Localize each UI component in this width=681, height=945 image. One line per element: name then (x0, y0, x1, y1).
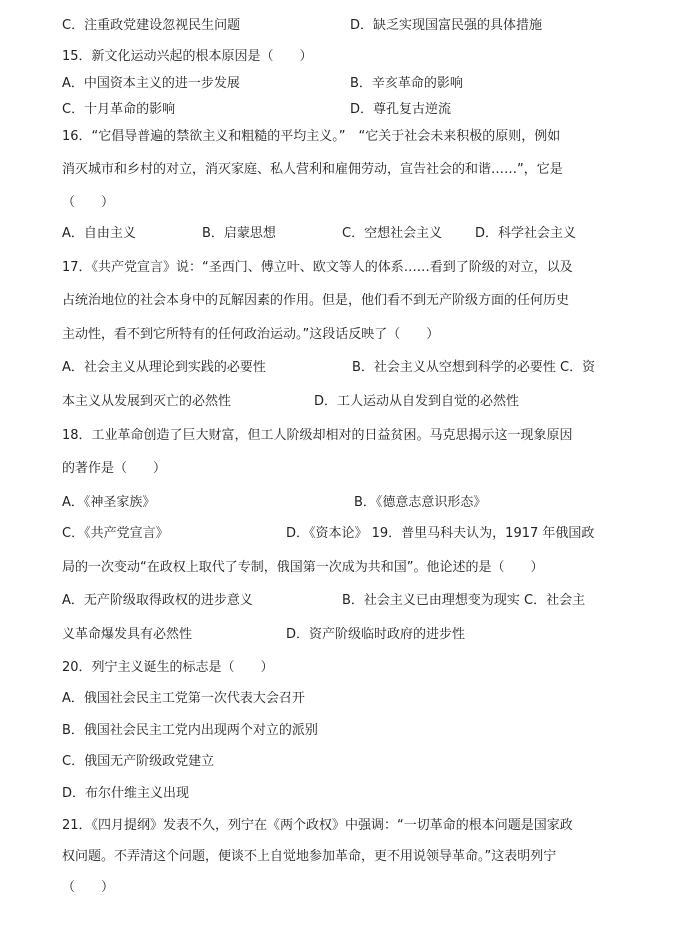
text-line (62, 75, 463, 93)
option-b: B．《德意志意识形态》 (354, 495, 487, 510)
question-18-line: 的著作是（ ） (62, 461, 167, 476)
option-a: A．社会主义从理论到实践的必要性 (62, 360, 266, 375)
option-c: C．空想社会主义 (342, 226, 443, 241)
option-c-cont: 本主义从发展到灭亡的必然性 (62, 394, 232, 409)
option-d: D．工人运动从自发到自觉的必然性 (314, 394, 520, 409)
option-c: C．《共产党宣言》 (62, 526, 169, 541)
answer-blank: （ ） (62, 195, 115, 210)
option-b-c: B．社会主义从空想到科学的必要性 C．资 (352, 360, 596, 375)
option-b-c: B．社会主义已由理想变为现实 C．社会主 (342, 593, 586, 608)
question-18: 18．工业革命创造了巨大财富，但工人阶级却相对的日益贫困。马克思揭示这一现象原因 (62, 428, 573, 443)
question-17: 17．《共产党宣言》说：“圣西门、傅立叶、欧文等人的体系……看到了阶级的对立，以及 (62, 260, 573, 275)
text-line (62, 359, 596, 377)
option-c-cont: 义革命爆发具有必然性 (62, 627, 193, 642)
question-17-line: 主动性，看不到它所特有的任何政治运动。”这段话反映了（ ） (62, 327, 440, 342)
text-line (62, 101, 452, 119)
text-line (62, 494, 487, 512)
text-line (62, 592, 586, 610)
question-21-line: 权问题。不弄清这个问题，便谈不上自觉地参加革命，更不用说领导革命。”这表明列宁 (62, 849, 557, 864)
option-c: C．十月革命的影响 (62, 102, 176, 117)
option-d: D．布尔什维主义出现 (62, 786, 190, 801)
option-a: A．中国资本主义的进一步发展 (62, 76, 240, 91)
text-line (62, 17, 543, 35)
option-a: A．俄国社会民主工党第一次代表大会召开 (62, 691, 305, 706)
question-15: 15．新文化运动兴起的根本原因是（ ） (62, 49, 313, 64)
text-line (62, 393, 520, 411)
question-16: 16．“它倡导普遍的禁欲主义和粗糙的平均主义。” “它关于社会未来积极的原则，例如 (62, 129, 561, 144)
text-line (62, 225, 577, 243)
question-17-line: 占统治地位的社会本身中的瓦解因素的作用。但是，他们看不到无产阶级方面的任何历史 (62, 293, 570, 308)
answer-blank: （ ） (62, 880, 115, 895)
option-d: D．资产阶级临时政府的进步性 (286, 627, 466, 642)
option-a: A．自由主义 (62, 226, 136, 241)
option-d-question-19: D．《资本论》 19．普里马科夫认为，1917 年俄国政 (286, 526, 595, 541)
text-line (62, 525, 595, 543)
question-21: 21．《四月提纲》发表不久，列宁在《两个政权》中强调：“一切革命的根本问题是国家政 (62, 818, 573, 833)
option-a: A．无产阶级取得政权的进步意义 (62, 593, 253, 608)
question-16-line: 消灭城市和乡村的对立，消灭家庭、私人营利和雇佣劳动，宣告社会的和谐……”，它是 (62, 162, 563, 177)
option-c: C．俄国无产阶级政党建立 (62, 754, 215, 769)
option-c: C．注重政党建设忽视民生问题 (62, 18, 241, 33)
option-d: D．尊孔复古逆流 (350, 102, 452, 117)
text-line (62, 626, 466, 644)
option-b: B．启蒙思想 (202, 226, 276, 241)
question-20: 20．列宁主义诞生的标志是（ ） (62, 660, 274, 675)
option-a: A．《神圣家族》 (62, 495, 156, 510)
question-19-line: 局的一次变动“在政权上取代了专制，俄国第一次成为共和国”。他论述的是（ ） (62, 560, 544, 575)
option-b: B．辛亥革命的影响 (350, 76, 463, 91)
option-d: D．缺乏实现国富民强的具体措施 (350, 18, 543, 33)
option-b: B．俄国社会民主工党内出现两个对立的派别 (62, 723, 318, 738)
option-d: D．科学社会主义 (475, 226, 577, 241)
